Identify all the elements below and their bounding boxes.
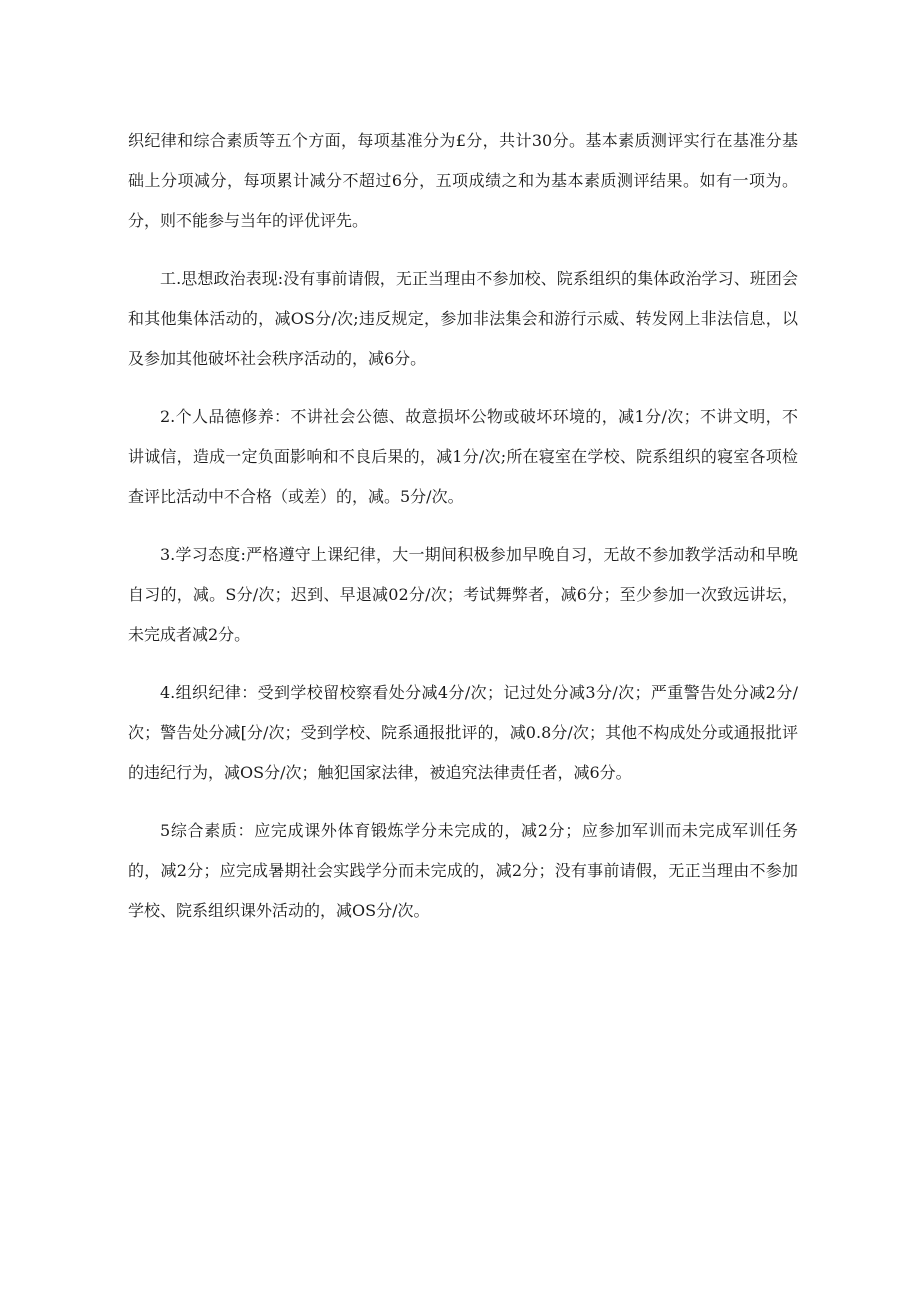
paragraph-item-4-discipline: 4.组织纪律：受到学校留校察看处分减4分/次；记过处分减3分/次；严重警告处分减2分/次；警告处分减[分/次；受到学校、院系通报批评的，减0.8分/次；其他不构成处分或通报批评的违纪行为，减OS分/次；触犯国家法律，被追究法律责任者，减6分。 xyxy=(128,683,798,782)
paragraph-item-5-quality: 5综合素质：应完成课外体育锻炼学分未完成的，减2分；应参加军训而未完成军训任务的，减2分；应完成暑期社会实践学分而未完成的，减2分；没有事前请假，无正当理由不参加学校、院系组织课外活动的，减OS分/次。 xyxy=(128,821,798,920)
paragraph-item-2-morality: 2.个人品德修养：不讲社会公德、故意损坏公物或破坏环境的，减1分/次；不讲文明，不讲诚信，造成一定负面影响和不良后果的，减1分/次;所在寝室在学校、院系组织的寝室各项检查评比活动中不合格（或差）的，减。5分/次。 xyxy=(128,407,798,506)
paragraph-item-1-political: 工.思想政治表现:没有事前请假，无正当理由不参加校、院系组织的集体政治学习、班团会和其他集体活动的，减OS分/次;违反规定，参加非法集会和游行示威、转发网上非法信息，以及参加其他破坏社会秩序活动的，减6分。 xyxy=(128,269,798,368)
document-body xyxy=(128,121,798,949)
paragraph-item-3-attitude: 3.学习态度:严格遵守上课纪律，大一期间积极参加早晚自习，无故不参加教学活动和早晚自习的，减。S分/次；迟到、早退减02分/次；考试舞弊者，减6分；至少参加一次致远讲坛，未完成者减2分。 xyxy=(128,545,798,644)
paragraph-intro: 织纪律和综合素质等五个方面，每项基准分为£分，共计30分。基本素质测评实行在基准分基础上分项减分，每项累计减分不超过6分，五项成绩之和为基本素质测评结果。如有一项为。分，则不能参与当年的评优评先。 xyxy=(128,131,798,230)
